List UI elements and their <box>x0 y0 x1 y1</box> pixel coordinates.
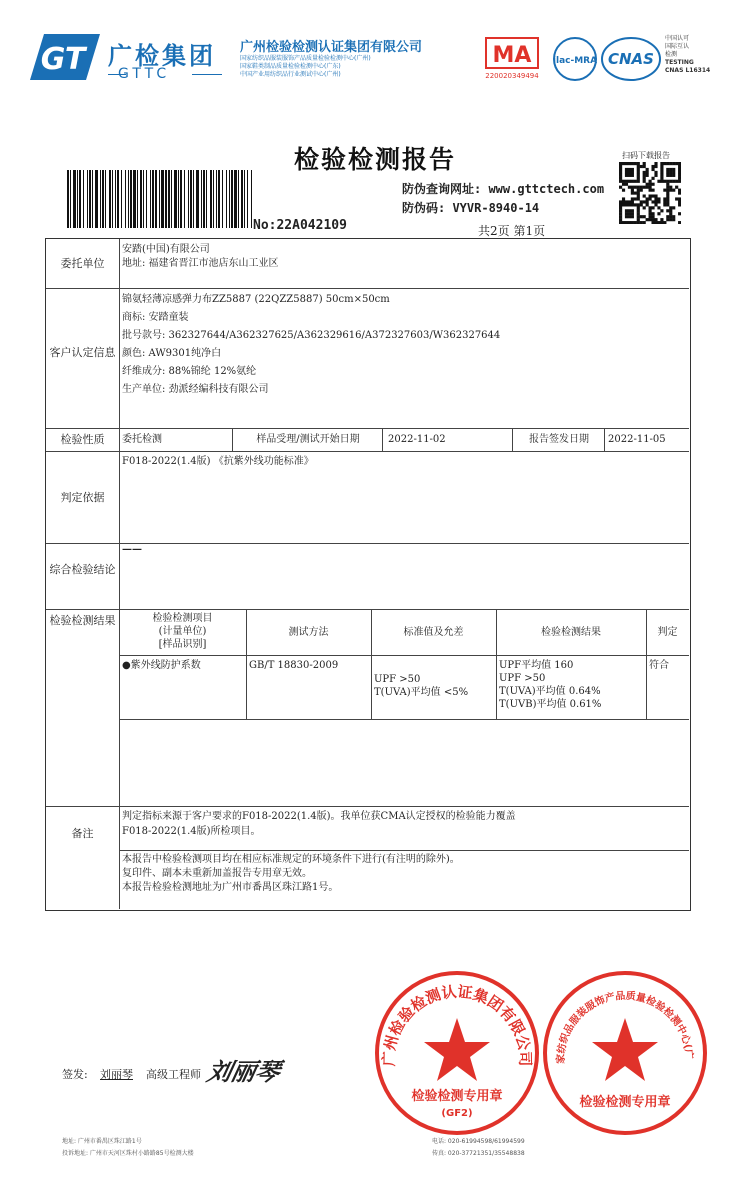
footer-fax: 传真: 020-37721351/35548838 <box>432 1150 525 1157</box>
report-table <box>45 238 691 911</box>
cnas-caption-line: 检测 <box>665 51 678 58</box>
sample-line: 纤维成分: 88%锦纶 12%氨纶 <box>122 366 257 377</box>
footer-tel: 电话: 020-61994598/61994599 <box>432 1138 525 1145</box>
stamp-right-title: 检验检测专用章 <box>579 1095 671 1110</box>
receive-date-label: 样品受理/测试开始日期 <box>256 434 360 445</box>
footer-address: 地址: 广州市番禺区珠江路1号 <box>62 1138 142 1145</box>
brand-divider <box>192 74 222 75</box>
client-name: 安踏(中国)有限公司 <box>122 244 210 255</box>
svg-text:GT: GT <box>40 42 86 77</box>
col-verdict-header: 判定 <box>657 627 678 638</box>
result-item: ●紫外线防护系数 <box>122 660 201 671</box>
cnas-caption-line: CNAS L16314 <box>665 67 711 74</box>
inspection-nature-label: 检验性质 <box>60 433 105 446</box>
remarks-line: F018-2022(1.4版)所检项目。 <box>122 826 261 837</box>
result-values <box>499 659 601 711</box>
col-item-line: [样品识别] <box>158 639 207 650</box>
client-label: 委托单位 <box>60 257 105 270</box>
handwritten-signature: 刘丽琴 <box>204 1057 283 1086</box>
sample-line: 锦氨轻薄凉感弹力布ZZ5887 (22QZZ5887) 50cm×50cm <box>122 294 390 305</box>
group-sub-line: 国家鞋类制品质量检验检测中心(广东) <box>240 63 341 70</box>
cma-text: MA <box>492 43 532 68</box>
brand-name-cn: 广检集团 <box>108 42 216 70</box>
verify-code: 防伪码: VYVR-8940-14 <box>402 201 540 215</box>
qr-label: 扫码下载报告 <box>622 151 670 160</box>
results-label: 检验检测结果 <box>49 614 116 627</box>
remarks-label: 备注 <box>71 827 94 840</box>
col-item-line: 检验检测项目 <box>152 613 213 624</box>
col-item-header <box>119 612 246 651</box>
sample-line: 颜色: AW9301纯净白 <box>122 348 222 359</box>
sample-info-label: 客户认定信息 <box>49 346 116 359</box>
stamp-left-icon <box>372 968 542 1138</box>
cnas-caption-line: 国际互认 <box>665 43 690 50</box>
result-standard-line: UPF >50 <box>374 674 421 685</box>
stamp-right-ring: 家纺织品服装服饰产品质量检验检测中心(广 <box>555 990 695 1064</box>
cma-mark-icon <box>480 36 544 82</box>
result-value-line: T(UVA)平均值 0.64% <box>499 686 601 697</box>
result-standard <box>374 673 468 699</box>
qr-code-icon[interactable] <box>619 162 681 224</box>
cnas-caption <box>665 35 710 75</box>
gttc-logo-icon <box>30 34 100 80</box>
stamp-left-title: 检验检测专用章 <box>411 1089 503 1104</box>
report-number: No:22A042109 <box>253 218 347 233</box>
basis-value: F018-2022(1.4版) 《抗紫外线功能标准》 <box>122 456 314 467</box>
sign-label: 签发: <box>62 1068 88 1081</box>
ilac-mra-mark-icon <box>552 36 598 82</box>
cnas-caption-line: TESTING <box>665 59 694 66</box>
conclusion-label: 综合检验结论 <box>49 563 116 576</box>
stamp-right-icon <box>540 968 710 1138</box>
result-method: GB/T 18830-2009 <box>249 660 339 671</box>
receive-date: 2022-11-02 <box>388 434 446 445</box>
issue-date-label: 报告签发日期 <box>529 434 589 445</box>
result-value-line: UPF >50 <box>499 673 546 684</box>
report-title: 检验检测报告 <box>293 145 456 174</box>
cnas-text: CNAS <box>608 50 654 68</box>
remarks-line: 本报告检验检测地址为广州市番禺区珠江路1号。 <box>122 882 339 893</box>
remarks-line: 判定指标来源于客户要求的F018-2022(1.4版)。我单位获CMA认定授权的检验能力覆盖 <box>122 811 516 822</box>
remarks-line: 本报告中检验检测项目均在相应标准规定的环境条件下进行(有注明的除外)。 <box>122 854 460 865</box>
barcode-icon <box>67 170 253 228</box>
col-method-header: 测试方法 <box>288 627 329 638</box>
inspection-nature-value: 委托检测 <box>122 434 162 445</box>
result-value-line: UPF平均值 160 <box>499 660 574 671</box>
col-standard-header: 标准值及允差 <box>403 627 464 638</box>
signer-title: 高级工程师 <box>146 1068 201 1081</box>
remarks-line: 复印件、副本未重新加盖报告专用章无效。 <box>122 868 312 879</box>
stamp-left-code: (GF2) <box>441 1108 473 1119</box>
stamp-left-ring: 广州检验检测认证集团有限公司 <box>379 982 535 1067</box>
result-value-line: T(UVB)平均值 0.61% <box>499 699 602 710</box>
cnas-mark-icon <box>600 36 662 82</box>
signer-name: 刘丽琴 <box>100 1068 133 1081</box>
result-verdict: 符合 <box>649 660 669 671</box>
col-item-line: (计量单位) <box>158 626 207 637</box>
col-result-header: 检验检测结果 <box>541 627 601 638</box>
sample-line: 生产单位: 劲派经编科技有限公司 <box>122 384 269 395</box>
group-sub-line: 国家纺织品服装服饰产品质量检验检测中心(广州) <box>240 55 371 62</box>
result-standard-line: T(UVA)平均值 <5% <box>374 687 469 698</box>
group-sub-line: 中国产业用纺织品行业测试中心(广州) <box>240 71 341 78</box>
verify-site: 防伪查询网址: www.gttctech.com <box>402 182 605 196</box>
cnas-caption-line: 中国认可 <box>665 35 690 42</box>
ilac-text: ilac-MRA <box>552 56 598 66</box>
client-address: 地址: 福建省晋江市池店东山工业区 <box>122 258 279 269</box>
group-name: 广州检验检测认证集团有限公司 <box>240 40 423 55</box>
issue-date: 2022-11-05 <box>608 434 666 445</box>
conclusion-value: —— <box>122 544 142 555</box>
footer-complaint-address: 投诉地址: 广州市天河区珠村小路路85号检测大楼 <box>62 1150 194 1157</box>
basis-label: 判定依据 <box>60 491 105 504</box>
sample-line: 商标: 安踏童装 <box>122 312 189 323</box>
page-indicator: 共2页 第1页 <box>478 224 546 238</box>
cma-number: 220020349494 <box>485 72 539 80</box>
sample-line: 批号款号: 362327644/A362327625/A362329616/A372327603/W362327644 <box>122 330 501 341</box>
brand-name-en: GTTC <box>118 66 171 82</box>
